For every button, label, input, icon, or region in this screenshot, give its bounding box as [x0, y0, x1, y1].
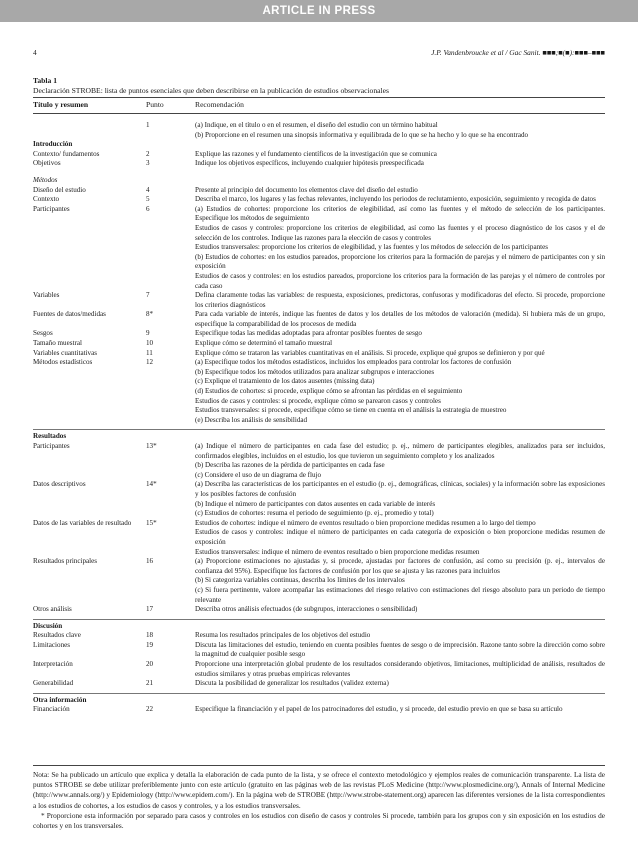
table-row [33, 406, 605, 416]
journal-citation: J.P. Vandenbroucke et al / Gac Sanit. ■■■;■(■):■■■–■■■ [431, 48, 605, 57]
item-cell: Participantes [33, 204, 70, 213]
column-header-recommendation: Recomendación [195, 100, 244, 109]
item-cell: Métodos estadísticos [33, 358, 93, 367]
recommendation-cell [195, 432, 605, 442]
table-row [33, 679, 605, 689]
table-row [33, 377, 605, 387]
point-cell [146, 140, 195, 150]
table-row [33, 121, 605, 131]
recommendation-cell: (a) Describa las características de los participantes en el estudio (p. ej., demográficas, clínicas, sociales) y la información sobre las exposiciones y los posibles factores de confusión [195, 480, 605, 498]
point-cell: 1 [146, 121, 150, 129]
table-row [33, 631, 605, 641]
table-row [33, 150, 605, 160]
point-cell [146, 461, 195, 471]
item-cell: Discusión [33, 621, 63, 630]
recommendation-cell: Describa el marco, los lugares y las fechas relevantes, incluyendo los periodos de reclutamiento, exposición, seguimiento y recogida de datos [195, 195, 596, 204]
table-row [33, 660, 605, 679]
recommendation-cell: Estudios de casos y controles: proporcione los criterios de elegibilidad, así como las fuentes y el proceso diagnóstico de los casos y el de selección de los controles. Indique las razones para la elección de casos y controles [195, 223, 605, 242]
recommendation-cell: Presente al principio del documento los elementos clave del diseño del estudio [195, 185, 418, 194]
point-cell: 16 [146, 557, 154, 566]
recommendation-cell: Discuta las limitaciones del estudio, teniendo en cuenta posibles fuentes de sesgo o de imprecisión. Razone tanto sobre la dirección como sobre la magnitud de cualquier posible sesgo [195, 640, 605, 659]
subsection-row [33, 176, 605, 186]
recommendation-cell: (a) Estudios de cohortes: proporcione los criterios de elegibilidad, así como las fuentes y el método de selección de los participantes. Especifique los métodos de seguimiento [195, 204, 605, 223]
table-row [33, 205, 605, 224]
recommendation-cell: Explique las razones y el fundamento científicos de la investigación que se comunica [195, 149, 437, 158]
item-cell: Otros análisis [33, 605, 72, 614]
table-row [33, 519, 605, 529]
point-cell [146, 622, 195, 632]
recommendation-cell: (b) Proporcione en el resumen una sinopsis informativa y equilibrada de lo que se ha hecho y lo que se ha encontrado [195, 130, 529, 139]
point-cell [146, 471, 195, 481]
point-cell [146, 528, 195, 547]
table-row [33, 548, 605, 558]
point-cell [146, 397, 195, 407]
recommendation-cell: (d) Estudios de cohortes: si procede, explique cómo se afrontan las pérdidas en el seguimiento [195, 387, 463, 396]
point-cell [146, 368, 195, 378]
item-cell [33, 471, 146, 481]
table-row [33, 186, 605, 196]
table-row [33, 500, 605, 510]
item-cell: Métodos [33, 175, 58, 184]
recommendation-cell: (c) Explique el tratamiento de los datos ausentes (missing data) [195, 377, 375, 386]
item-cell: Contexto/ fundamentos [33, 149, 100, 158]
table-row [33, 310, 605, 329]
table-row [33, 349, 605, 359]
recommendation-cell: (b) Describa las razones de la pérdida de participantes en cada fase [195, 461, 385, 470]
item-cell: Contexto [33, 195, 60, 204]
point-cell: 9 [146, 329, 150, 338]
recommendation-cell: Estudios transversales: indique el número de eventos resultado o bien proporcione medidas resumen [195, 547, 480, 556]
item-cell [33, 368, 146, 378]
item-cell: Datos de las variables de resultado [33, 518, 132, 527]
table-row [33, 509, 605, 519]
item-cell: Diseño del estudio [33, 185, 86, 194]
point-cell [146, 500, 195, 510]
point-cell: 20 [146, 660, 154, 669]
point-cell: 3 [146, 159, 150, 168]
point-cell: 10 [146, 339, 154, 348]
recommendation-cell: (b) Si categoriza variables continuas, describa los límites de los intervalos [195, 576, 405, 585]
point-cell [146, 586, 195, 605]
point-cell: 11 [146, 348, 153, 357]
item-cell: Limitaciones [33, 640, 71, 649]
section-divider [33, 429, 605, 430]
footnote-asterisk: * Proporcione esta información por separado para casos y controles en los estudios con diseño de casos y controles Si procede, también para los grupos con y sin exposición en los estudios de cohortes y en los transversales. [33, 810, 605, 831]
table-bottom-rule [33, 765, 605, 766]
table-row [33, 272, 605, 291]
point-cell [146, 406, 195, 416]
point-cell [146, 243, 195, 253]
point-cell [146, 548, 195, 558]
item-cell [33, 509, 146, 519]
table-row [33, 471, 605, 481]
point-cell [146, 576, 195, 586]
point-cell: 12 [146, 358, 154, 367]
item-cell [33, 586, 146, 605]
item-cell: Objetivos [33, 159, 61, 168]
table-row [33, 368, 605, 378]
recommendation-cell: Indique los objetivos específicos, incluyendo cualquier hipótesis preespecificada [195, 159, 424, 168]
item-cell [33, 548, 146, 558]
table-row [33, 442, 605, 461]
item-cell: Variables [33, 291, 60, 300]
point-cell: 14* [146, 480, 157, 489]
spacer-row [33, 169, 605, 176]
item-cell [33, 500, 146, 510]
point-cell: 22 [146, 705, 154, 714]
table-row [33, 339, 605, 349]
column-header-point: Punto [146, 100, 164, 109]
section-divider [33, 619, 605, 620]
point-cell: 6 [146, 204, 150, 213]
section-row [33, 622, 605, 632]
table-row [33, 461, 605, 471]
point-cell: 5 [146, 195, 150, 204]
recommendation-cell: (c) Estudios de cohortes: resuma el periodo de seguimiento (p. ej., promedio y total) [195, 509, 434, 518]
table-row [33, 397, 605, 407]
recommendation-cell: Estudios de cohortes: indique el número de eventos resultado o bien proporcione medidas resumen a lo largo del tiempo [195, 518, 536, 527]
point-cell: 2 [146, 149, 150, 158]
table-note: Nota: Se ha publicado un artículo que explica y detalla la elaboración de cada punto de la lista, y se ofrece el contexto metodológico y ejemplos reales de comunicación transparente. La lista de puntos STROBE se debe utilizar preferiblemente junto con este artículo (gratuito en las páginas web de las revistas PLoS Medicine (http://www.plosmedicine.org/), Annals of Internal Medicine (http://www.annals.org/) y Epidemiology (http://www.epidem.com/). En la página web de STROBE (http://www.strobe-statement.org) aparecen las diferentes versiones de la lista correspondientes a los estudios de cohortes, a los estudios de casos y controles, y a los estudios transversales. [33, 770, 605, 810]
item-cell: Resultados [33, 432, 67, 441]
recommendation-cell: (c) Si fuera pertinente, valore acompañar las estimaciones del riesgo relativo con estimaciones del riesgo absoluto para un periodo de tiempo relevante [195, 585, 605, 604]
column-header-item: Título y resumen [33, 100, 89, 109]
recommendation-cell [195, 140, 605, 150]
point-cell [146, 696, 195, 706]
recommendation-cell: Especifique la financiación y el papel de los patrocinadores del estudio, y si procede, del estudio previo en que se basa su artículo [195, 705, 563, 714]
table-notes [33, 770, 605, 831]
point-cell [146, 176, 195, 186]
item-cell: Fuentes de datos/medidas [33, 310, 106, 319]
section-divider [33, 693, 605, 694]
table-row [33, 705, 605, 715]
table-caption [33, 76, 605, 96]
item-cell [33, 131, 146, 141]
table-row [33, 557, 605, 576]
item-cell: Otra información [33, 695, 87, 704]
recommendation-cell: Resuma los resultados principales de los objetivos del estudio [195, 631, 371, 640]
table-row [33, 480, 605, 499]
recommendation-cell: (a) Indique, en el título o en el resumen, el diseño del estudio con un término habitual [195, 121, 438, 129]
item-cell [33, 406, 146, 416]
point-cell [146, 387, 195, 397]
point-cell [146, 432, 195, 442]
point-cell: 4 [146, 185, 150, 194]
point-cell [146, 131, 195, 141]
item-cell [33, 528, 146, 547]
strobe-table-body [33, 121, 605, 715]
table-row [33, 291, 605, 310]
point-cell [146, 253, 195, 272]
point-cell [146, 416, 195, 426]
recommendation-cell: Discuta la posibilidad de generalizar los resultados (validez externa) [195, 679, 389, 688]
item-cell [33, 377, 146, 387]
point-cell [146, 509, 195, 519]
item-cell: Introducción [33, 140, 73, 149]
table-row [33, 641, 605, 660]
table-row [33, 195, 605, 205]
table-row [33, 159, 605, 169]
recommendation-cell: (a) Indique el número de participantes en cada fase del estudio; p. ej., número de participantes elegibles, analizados para ser incluidos, confirmados elegibles, incluidos en el estudio, los que tuvieron un seguimiento completo y los analizados [195, 442, 605, 460]
table-title: Declaración STROBE: lista de puntos esenciales que deben describirse en la publicación de estudios observacionales [33, 86, 389, 95]
item-cell: Sesgos [33, 329, 53, 338]
table-row [33, 224, 605, 243]
recommendation-cell [195, 176, 605, 186]
table-row [33, 416, 605, 426]
table-row [33, 605, 605, 615]
item-cell [33, 272, 146, 291]
table-row [33, 576, 605, 586]
point-cell [146, 224, 195, 243]
recommendation-cell: Para cada variable de interés, indique las fuentes de datos y los detalles de los métodos de valoración (medida). Si hubiera más de un grupo, especifique la comparabilidad de los procesos de medida [195, 310, 605, 328]
item-cell [33, 576, 146, 586]
item-cell [33, 387, 146, 397]
recommendation-cell: Describa otros análisis efectuados (de subgrupos, interacciones o sensibilidad) [195, 605, 418, 614]
recommendation-cell: (b) Indique el número de participantes con datos ausentes en cada variable de interés [195, 499, 436, 508]
table-row [33, 528, 605, 547]
point-cell [146, 272, 195, 291]
table-row [33, 253, 605, 272]
recommendation-cell: Estudios de casos y controles: indique el número de participantes en cada categoría de exposición o bien proporcione medidas resumen de exposición [195, 528, 605, 546]
point-cell: 19 [146, 640, 154, 649]
item-cell [33, 243, 146, 253]
point-cell: 21 [146, 679, 154, 688]
recommendation-cell: Explique cómo se trataron las variables cuantitativas en el análisis. Si procede, explique qué grupos se definieron y por qué [195, 348, 545, 357]
point-cell: 18 [146, 631, 154, 640]
item-cell: Resultados principales [33, 557, 98, 566]
table-row [33, 131, 605, 141]
table-row [33, 387, 605, 397]
table-top-rule [33, 97, 605, 98]
recommendation-cell: (b) Estudios de cohortes: en los estudios pareados, proporcione los criterios para la formación de parejas y el número de participantes con y sin exposición [195, 252, 605, 271]
point-cell: 17 [146, 605, 154, 614]
recommendation-cell [195, 696, 605, 706]
recommendation-cell: Proporcione una interpretación global prudente de los resultados considerando objetivos, limitaciones, multiplicidad de análisis, resultados de estudios similares y otras pruebas empíricas relevantes [195, 660, 605, 678]
point-cell: 8* [146, 310, 154, 319]
recommendation-cell: (c) Considere el uso de un diagrama de flujo [195, 470, 322, 479]
item-cell: Variables cuantitativas [33, 348, 98, 357]
item-cell [33, 121, 146, 131]
article-in-press-banner: ARTICLE IN PRESS [0, 0, 638, 22]
recommendation-cell: (a) Especifique todos los métodos estadísticos, incluidos los empleados para controlar los factores de confusión [195, 358, 512, 367]
section-row [33, 140, 605, 150]
item-cell: Interpretación [33, 660, 73, 669]
recommendation-cell: Estudios de casos y controles: en los estudios pareados, proporcione los criterios para la formación de las parejas y el número de controles por cada caso [195, 271, 605, 290]
item-cell [33, 224, 146, 243]
recommendation-cell: Especifique todas las medidas adoptadas para afrontar posibles fuentes de sesgo [195, 329, 422, 338]
item-cell [33, 416, 146, 426]
table-row [33, 358, 605, 368]
point-cell: 7 [146, 291, 150, 300]
section-row [33, 432, 605, 442]
recommendation-cell: Defina claramente todas las variables: de respuesta, exposiciones, predictoras, confusoras y modificadoras del efecto. Si procede, proporcione los criterios diagnósticos [195, 291, 605, 309]
recommendation-cell: Estudios transversales: si procede, especifique cómo se tiene en cuenta en el análisis la estrategia de muestreo [195, 406, 507, 415]
page-number: 4 [33, 48, 37, 57]
item-cell: Resultados clave [33, 631, 81, 640]
item-cell: Datos descriptivos [33, 480, 86, 489]
recommendation-cell: (b) Especifique todos los métodos utilizados para analizar subgrupos e interacciones [195, 367, 435, 376]
header-bottom-rule [33, 113, 605, 114]
recommendation-cell [195, 622, 605, 632]
item-cell: Participantes [33, 442, 70, 450]
item-cell: Financiación [33, 705, 70, 714]
table-row [33, 329, 605, 339]
recommendation-cell: (a) Proporcione estimaciones no ajustadas y, si procede, ajustadas por factores de confusión, así como su precisión (p. ej., intervalos de confianza del 95%). Especifique los factores de confusión por los que se ajusta y las razones para incluirlos [195, 557, 605, 575]
point-cell: 15* [146, 518, 157, 527]
recommendation-cell: Estudios transversales: proporcione los criterios de elegibilidad, y las fuentes y los métodos de selección de los participantes [195, 243, 549, 252]
table-row [33, 243, 605, 253]
item-cell [33, 253, 146, 272]
recommendation-cell: Explique cómo se determinó el tamaño muestral [195, 339, 333, 348]
table-row [33, 586, 605, 605]
point-cell [146, 377, 195, 387]
point-cell: 13* [146, 442, 157, 450]
recommendation-cell: (e) Describa los análisis de sensibilidad [195, 415, 308, 424]
item-cell: Generabilidad [33, 679, 74, 688]
table-label: Tabla 1 [33, 76, 57, 85]
item-cell [33, 461, 146, 471]
recommendation-cell: Estudios de casos y controles: si procede, explique cómo se parearon casos y controles [195, 396, 441, 405]
item-cell [33, 397, 146, 407]
item-cell: Tamaño muestral [33, 339, 82, 348]
section-row [33, 696, 605, 706]
